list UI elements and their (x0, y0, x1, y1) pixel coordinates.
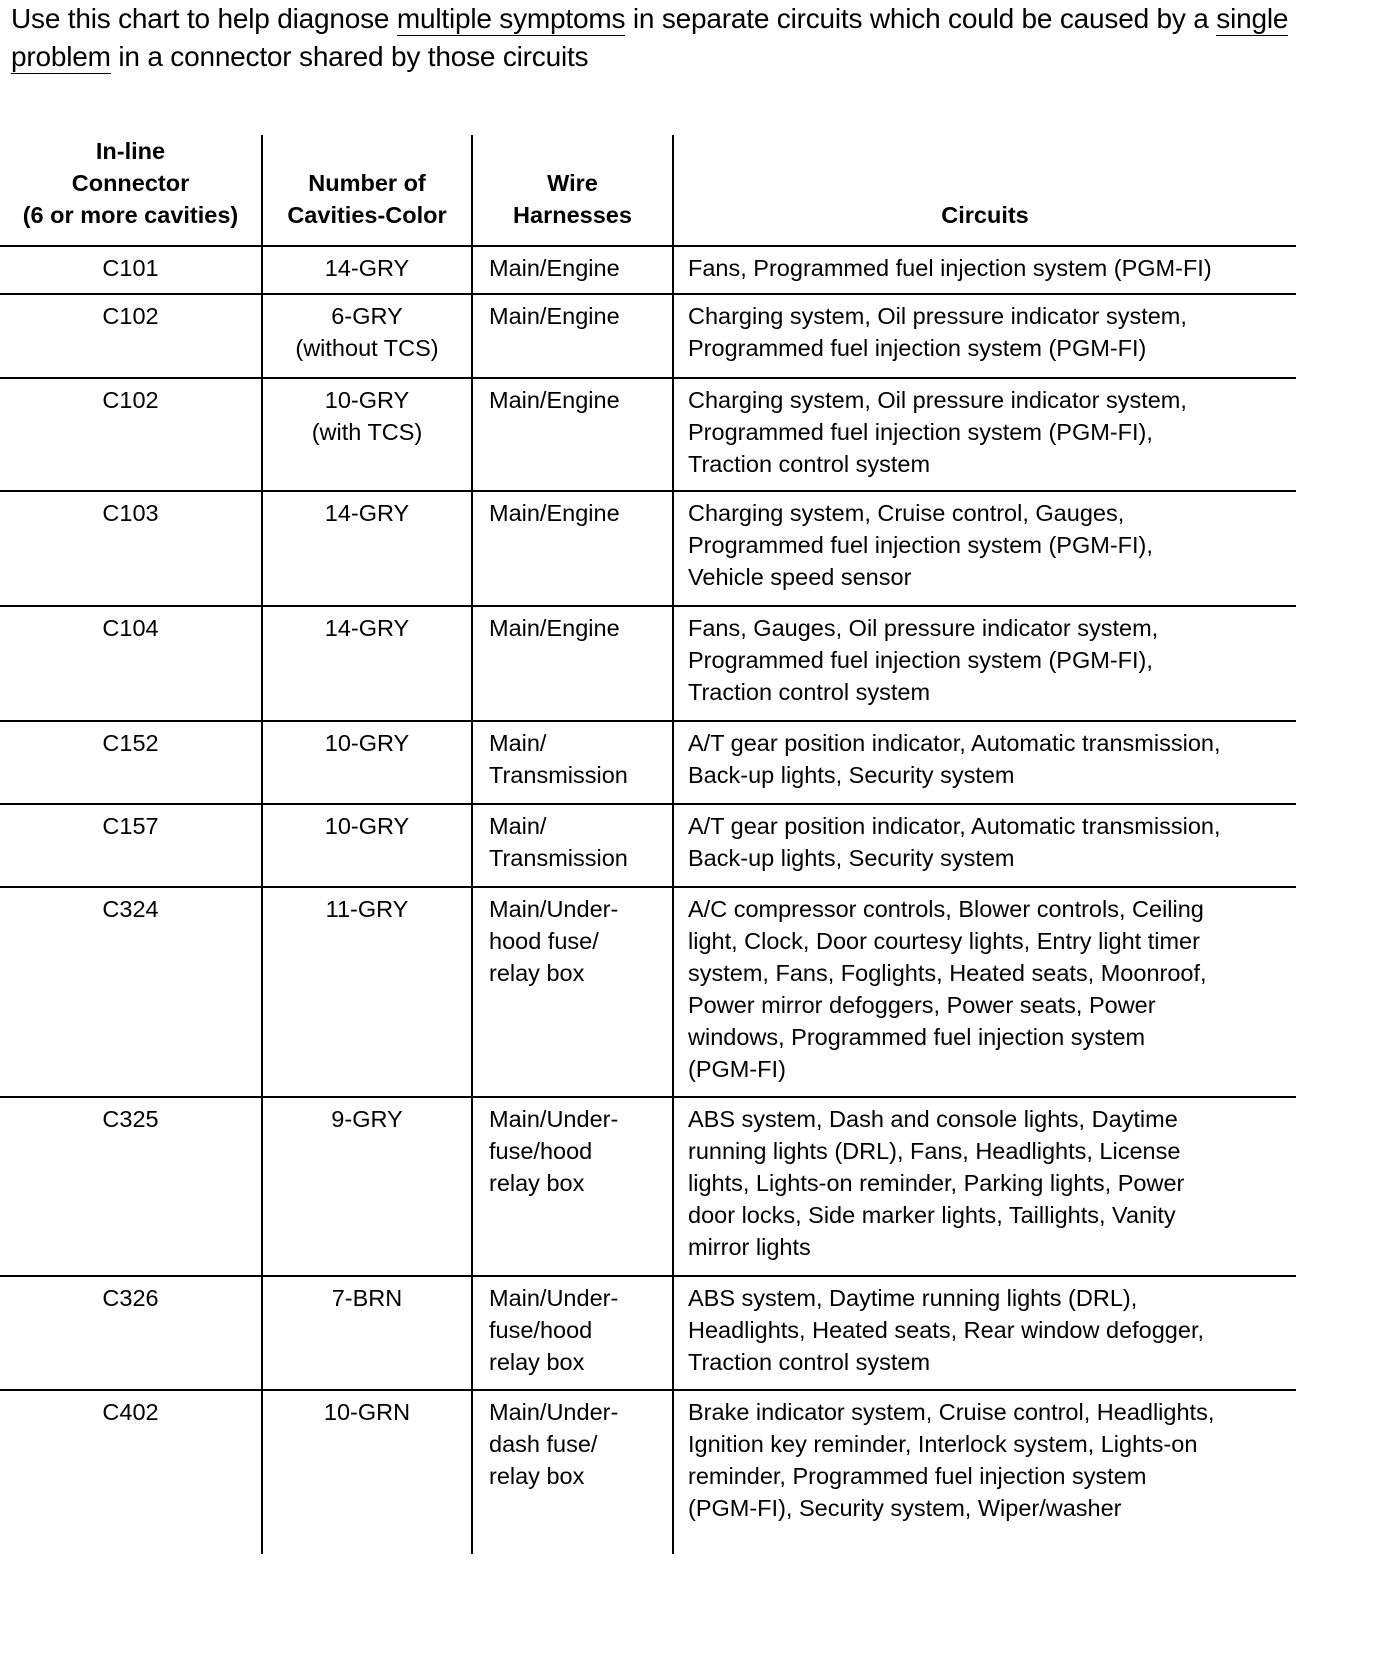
intro-part3: in a connector shared by those circuits (110, 41, 589, 72)
table-row (0, 294, 1296, 378)
table-row (0, 491, 1296, 606)
connector-cell: C402 (102, 1399, 159, 1425)
connector-cell: C324 (102, 896, 159, 922)
table-row (0, 606, 1296, 721)
connector-cell: C101 (102, 255, 159, 281)
emphasis-multiple-symptoms: multiple symptoms (396, 3, 626, 34)
intro-part1: Use this chart to help diagnose (11, 3, 397, 34)
header-row (0, 135, 1296, 246)
harness-cell: Main/Under- fuse/hood relay box (472, 1276, 673, 1390)
table-row (0, 246, 1296, 294)
harness-cell: Main/Under- dash fuse/ relay box (472, 1390, 673, 1554)
circuits-cell: ABS system, Daytime running lights (DRL), Headlights, Heated seats, Rear window defogger, Traction control system (673, 1276, 1296, 1390)
cavities-cell: 10-GRY (262, 804, 472, 887)
circuits-cell: Charging system, Oil pressure indicator system, Programmed fuel injection system (PGM-FI) (673, 294, 1296, 378)
cavities-cell: 10-GRN (262, 1390, 472, 1554)
cavities-cell: 7-BRN (262, 1276, 472, 1390)
table-row (0, 887, 1296, 1097)
cavities-cell: 6-GRY (without TCS) (262, 294, 472, 378)
harness-cell: Main/Under- fuse/hood relay box (472, 1097, 673, 1276)
table-row (0, 1276, 1296, 1390)
intro-text (11, 0, 1301, 76)
cavities-cell: 14-GRY (262, 246, 472, 294)
cavities-cell: 14-GRY (262, 606, 472, 721)
table-row (0, 1097, 1296, 1276)
circuits-cell: Fans, Programmed fuel injection system (PGM-FI) (673, 246, 1296, 294)
header-wire-harnesses: Wire Harnesses (472, 135, 673, 246)
table-row (0, 378, 1296, 491)
harness-cell: Main/ Transmission (472, 804, 673, 887)
harness-cell: Main/ Transmission (472, 721, 673, 804)
circuits-cell: Brake indicator system, Cruise control, Headlights, Ignition key reminder, Interlock system, Lights-on reminder, Programmed fuel injection system (PGM-FI), Security system, Wiper/washer (673, 1390, 1296, 1554)
header-connector: In-line Connector (6 or more cavities) (22, 138, 239, 228)
connector-cell: C102 (102, 387, 159, 413)
harness-cell: Main/Engine (472, 491, 673, 606)
connector-cell: C325 (102, 1106, 159, 1132)
header-circuits: Circuits (673, 135, 1296, 246)
cavities-cell: 11-GRY (262, 887, 472, 1097)
connector-cell: C326 (102, 1285, 159, 1311)
cavities-cell: 14-GRY (262, 491, 472, 606)
connector-cell: C104 (102, 615, 159, 641)
table-row (0, 804, 1296, 887)
cavities-cell: 9-GRY (262, 1097, 472, 1276)
circuits-cell: A/C compressor controls, Blower controls, Ceiling light, Clock, Door courtesy lights, Entry light timer system, Fans, Foglights, Heated seats, Moonroof, Power mirror defoggers, Power seats, Power windows, Programmed fuel injection system (PGM-FI) (673, 887, 1296, 1097)
connector-cell: C103 (102, 500, 159, 526)
circuits-cell: Charging system, Oil pressure indicator system, Programmed fuel injection system (PGM-FI), Traction control system (673, 378, 1296, 491)
connector-cell: C152 (102, 730, 159, 756)
cavities-cell: 10-GRY (with TCS) (262, 378, 472, 491)
intro-part2: in separate circuits which could be caused by a (625, 3, 1217, 34)
circuits-cell: A/T gear position indicator, Automatic transmission, Back-up lights, Security system (673, 804, 1296, 887)
table-row (0, 721, 1296, 804)
circuits-cell: ABS system, Dash and console lights, Daytime running lights (DRL), Fans, Headlights, License lights, Lights-on reminder, Parking lights, Power door locks, Side marker lights, Taillights, Vanity mirror lights (673, 1097, 1296, 1276)
harness-cell: Main/Engine (472, 294, 673, 378)
emphasis-single-problem: single problem (11, 3, 1289, 72)
harness-cell: Main/Engine (472, 246, 673, 294)
harness-cell: Main/Engine (472, 606, 673, 721)
circuits-cell: A/T gear position indicator, Automatic transmission, Back-up lights, Security system (673, 721, 1296, 804)
circuits-cell: Charging system, Cruise control, Gauges, Programmed fuel injection system (PGM-FI), Vehicle speed sensor (673, 491, 1296, 606)
harness-cell: Main/Engine (472, 378, 673, 491)
connector-table (0, 135, 1296, 1554)
circuits-cell: Fans, Gauges, Oil pressure indicator system, Programmed fuel injection system (PGM-FI), Traction control system (673, 606, 1296, 721)
connector-cell: C102 (102, 303, 159, 329)
harness-cell: Main/Under- hood fuse/ relay box (472, 887, 673, 1097)
table-row (0, 1390, 1296, 1554)
header-cavities-color: Number of Cavities-Color (262, 135, 472, 246)
connector-cell: C157 (102, 813, 159, 839)
cavities-cell: 10-GRY (262, 721, 472, 804)
